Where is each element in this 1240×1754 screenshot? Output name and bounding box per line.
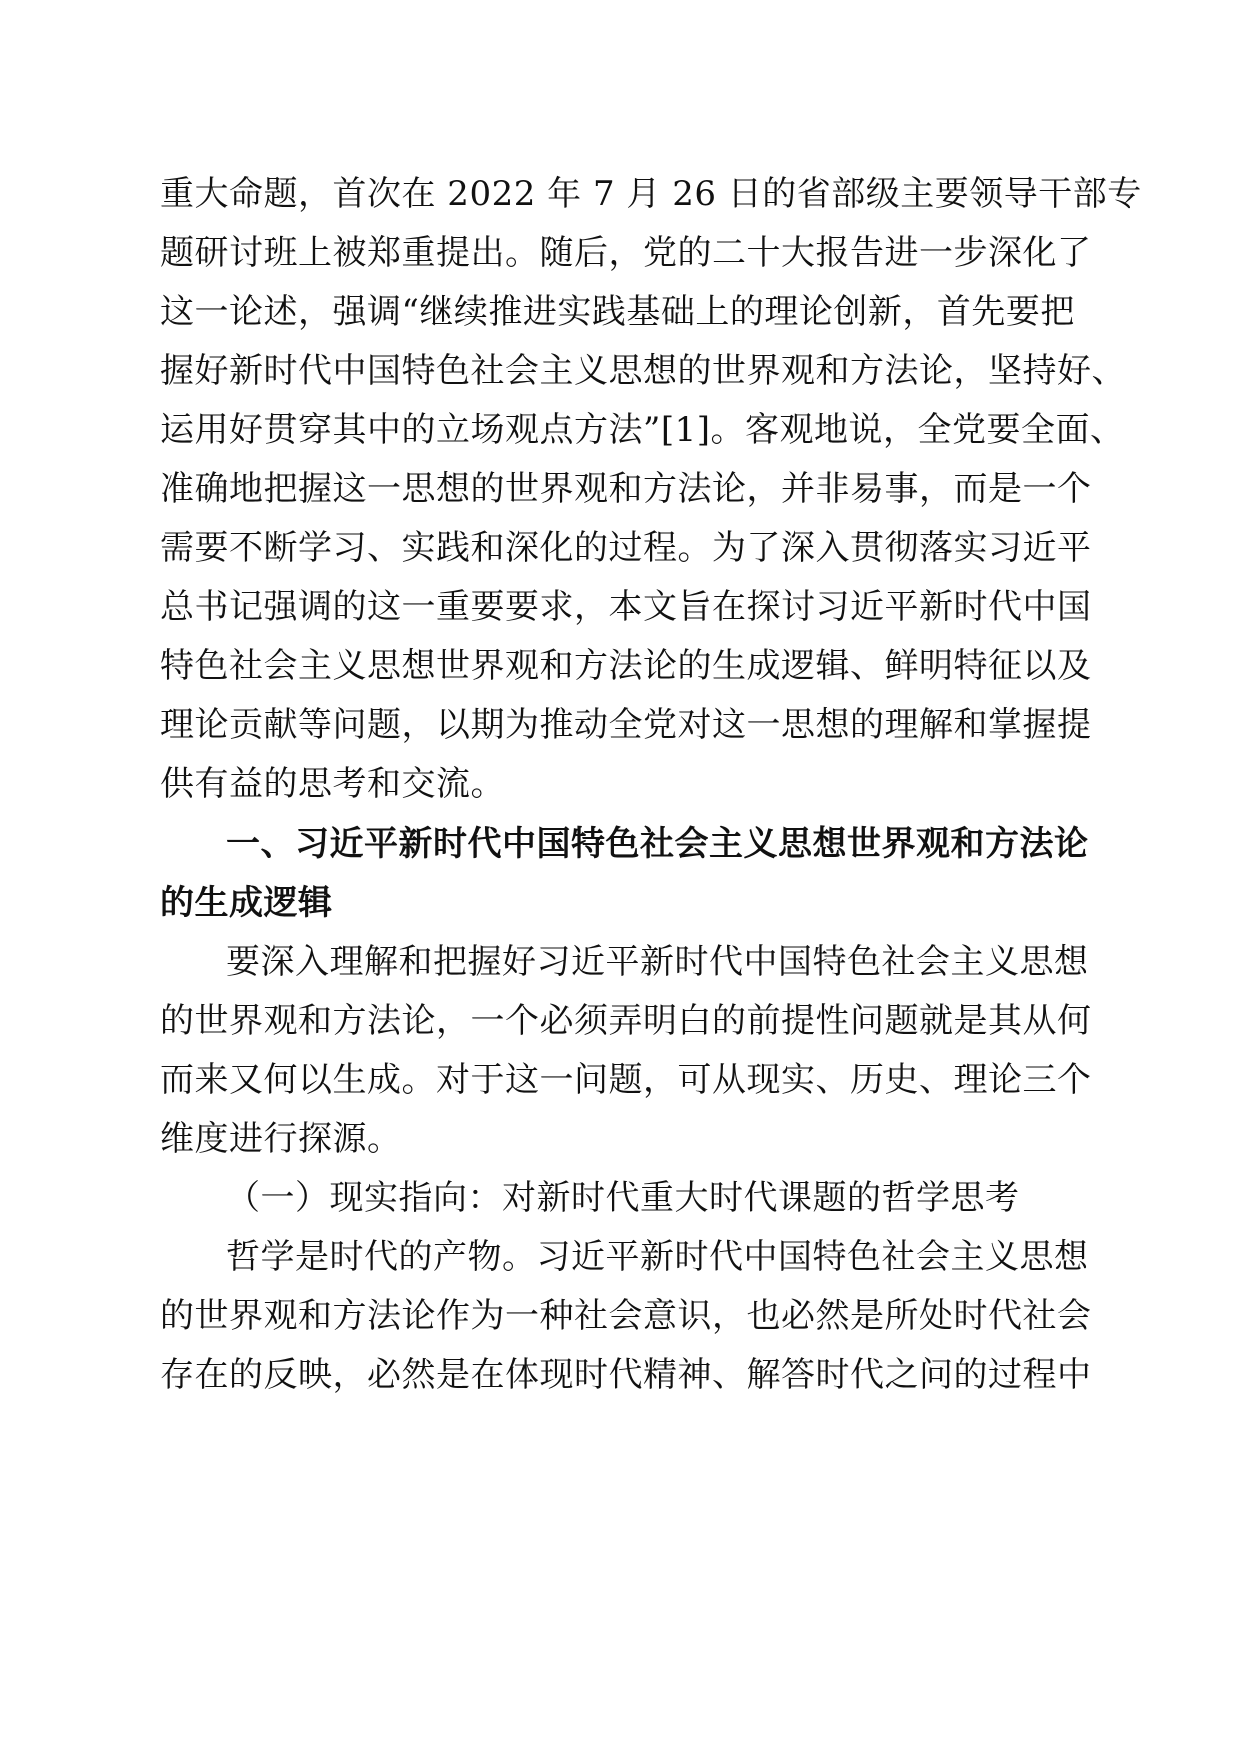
body-line: 理论贡献等问题，以期为推动全党对这一思想的理解和掌握提	[160, 705, 1092, 745]
body-line: 这一论述，强调“继续推进实践基础上的理论创新，首先要把	[160, 292, 1075, 332]
section-heading-line-2: 的生成逻辑	[160, 883, 333, 923]
body-line: 握好新时代中国特色社会主义思想的世界观和方法论，坚持好、	[160, 351, 1126, 391]
body-line: 需要不断学习、实践和深化的过程。为了深入贯彻落实习近平	[160, 528, 1092, 568]
body-line: 供有益的思考和交流。	[160, 764, 505, 804]
body-line: 特色社会主义思想世界观和方法论的生成逻辑、鲜明特征以及	[160, 646, 1092, 686]
body-line: 运用好贯穿其中的立场观点方法”[1]。客观地说，全党要全面、	[160, 410, 1125, 450]
section-heading-line-1: 一、习近平新时代中国特色社会主义思想世界观和方法论	[226, 824, 1089, 864]
body-line: 的世界观和方法论作为一种社会意识，也必然是所处时代社会	[160, 1296, 1092, 1336]
body-line: 的世界观和方法论，一个必须弄明白的前提性问题就是其从何	[160, 1001, 1092, 1041]
body-line: 存在的反映，必然是在体现时代精神、解答时代之问的过程中	[160, 1355, 1092, 1395]
body-line: 维度进行探源。	[160, 1119, 402, 1159]
body-line: 重大命题，首次在 2022 年 7 月 26 日的省部级主要领导干部专	[160, 174, 1142, 214]
body-line: 哲学是时代的产物。习近平新时代中国特色社会主义思想	[226, 1237, 1089, 1277]
body-line: 准确地把握这一思想的世界观和方法论，并非易事，而是一个	[160, 469, 1092, 509]
body-line: 要深入理解和把握好习近平新时代中国特色社会主义思想	[226, 942, 1089, 982]
body-line: 题研讨班上被郑重提出。随后，党的二十大报告进一步深化了	[160, 233, 1092, 273]
body-line: 总书记强调的这一重要要求，本文旨在探讨习近平新时代中国	[160, 587, 1092, 627]
body-line: 而来又何以生成。对于这一问题，可从现实、历史、理论三个	[160, 1060, 1092, 1100]
subsection-heading: （一）现实指向：对新时代重大时代课题的哲学思考	[226, 1178, 1020, 1218]
